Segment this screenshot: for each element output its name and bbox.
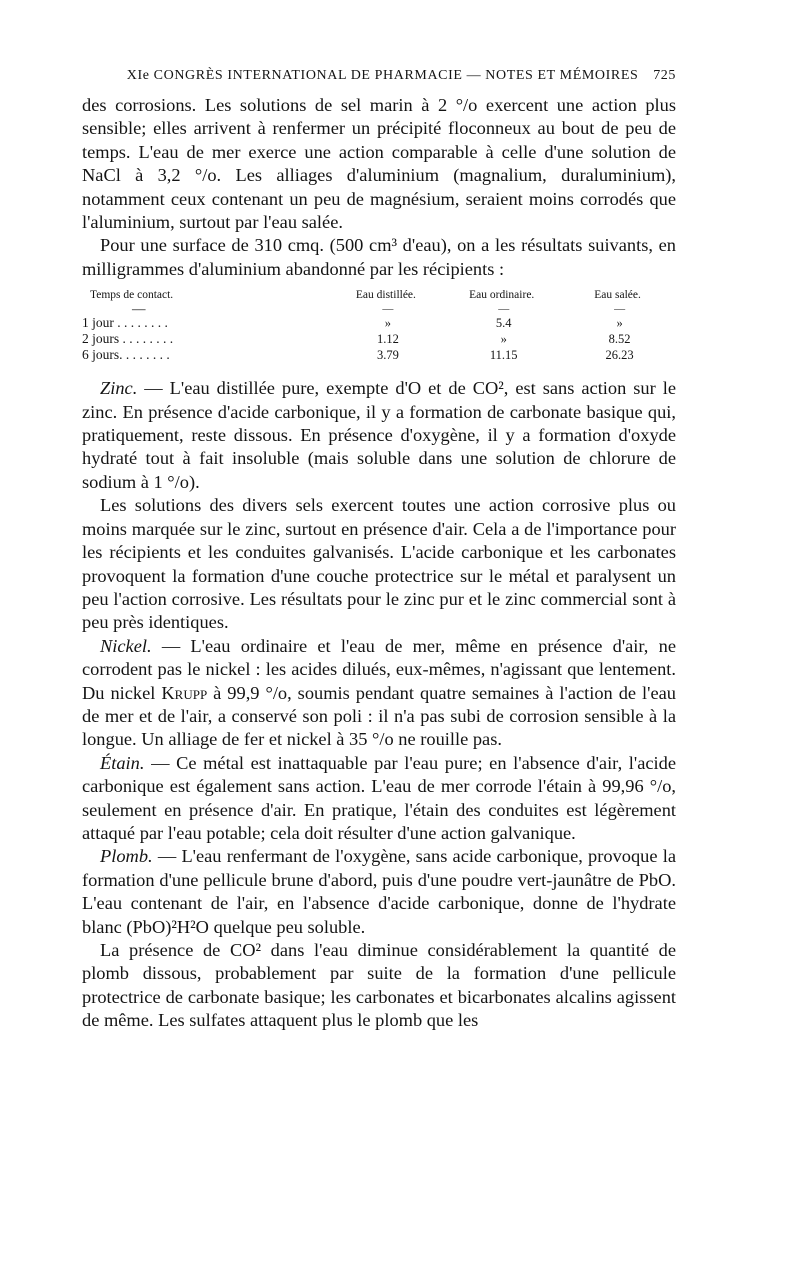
section-label-plomb: Plomb. xyxy=(100,846,153,867)
nickel-text-a: — L'eau ordinaire et l'eau de mer, même en présence d'air, ne corrodent pas le nickel : les acides dilués, eux-mêmes, n'agissant que lentement. Du nickel xyxy=(82,635,676,703)
column-header-ordinary-water: Eau ordinaire. xyxy=(469,289,535,302)
column-header-distilled-water: Eau distillée. xyxy=(355,289,416,302)
section-label-zinc: Zinc. xyxy=(100,378,138,399)
table-cell: » xyxy=(500,332,507,347)
nickel-text-b: à 99,9 °/o, soumis pendant quatre semaines à l'action de l'eau de mer et de l'air, a conservé son poli : il n'a pas subi de corrosion sensible à la longue. Un alliage de fer et nickel à 35 °/o ne rouille pas. xyxy=(82,682,676,750)
column-header-salt-water: Eau salée. xyxy=(594,289,641,302)
table-cell: 8.52 xyxy=(608,332,631,347)
table-cell: » xyxy=(384,316,392,331)
table-cell: 3.79 xyxy=(376,348,399,363)
paragraph-zinc xyxy=(82,377,676,494)
running-header xyxy=(82,68,676,84)
dash-mark: — xyxy=(132,301,146,317)
table-dash-row xyxy=(82,303,676,315)
paragraph-etain xyxy=(82,752,676,846)
column-header-contact-time: Temps de contact. xyxy=(90,289,174,302)
table-cell: 26.23 xyxy=(605,348,634,363)
table-cell: 2 jours . . . . . . . . xyxy=(82,331,174,347)
table-cell: 6 jours. . . . . . . . xyxy=(82,347,170,363)
table-cell: 1 jour . . . . . . . . xyxy=(82,315,168,331)
page-number: 725 xyxy=(653,68,676,83)
dash-mark: — xyxy=(382,303,394,316)
section-label-etain: Étain. xyxy=(100,752,145,773)
etain-text: — Ce métal est inattaquable par l'eau pure; en l'absence d'air, l'acide carbonique est également sans action. L'eau de mer corrode l'étain à 99,96 °/o, seulement en présence d'air. En pratique, l'étain des conduites est légèrement attaqué par l'eau potable; cela doit résulter d'une action galvanique. xyxy=(82,752,676,843)
results-table xyxy=(82,287,676,363)
page xyxy=(82,68,676,1033)
table-cell: 5.4 xyxy=(495,316,512,331)
zinc-text: — L'eau distillée pure, exempte d'O et de CO², est sans action sur le zinc. En présence d'acide carbonique, il y a formation de carbonate basique qui, pratiquement, reste dissous. En présence d'oxygène, il y a formation d'oxyde hydraté tout à fait insoluble (mais soluble dans une solution de chlorure de sodium à 1 °/o). xyxy=(82,378,676,492)
table-cell: 1.12 xyxy=(376,332,399,347)
paragraph-nickel xyxy=(82,635,676,752)
paragraph-zinc-salts: Les solutions des divers sels exercent toutes une action corrosive plus ou moins marquée sur le zinc, surtout en présence d'air. Cela a de l'importance pour les récipients et les conduites galvanisés. L'acide carbonique et les carbonates provoquent la formation d'une couche protectrice sur le métal et paralysent un peu l'action corrosive. Les résultats pour le zinc pur et le zinc commercial sont à peu près identiques. xyxy=(82,495,676,633)
paragraph-aluminium-corrosion: des corrosions. Les solutions de sel marin à 2 °/o exercent une action plus sensible; elles arrivent à renfermer un précipité floconneux au bout de peu de temps. L'eau de mer exerce une action comparable à celle d'une solution de NaCl à 3,2 °/o. Les alliages d'aluminium (magnalium, duraluminium), notamment ceux contenant un peu de magnésium, seraient moins corrodés que l'aluminium, surtout par l'eau salée. xyxy=(82,95,676,233)
krupp-name: Krupp xyxy=(161,682,208,703)
table-row xyxy=(82,315,676,331)
table-cell: 11.15 xyxy=(489,348,518,363)
table-row xyxy=(82,347,676,363)
paragraph-table-intro: Pour une surface de 310 cmq. (500 cm³ d'eau), on a les résultats suivants, en milligrammes d'aluminium abandonné par les récipients : xyxy=(82,235,676,279)
section-label-nickel: Nickel. xyxy=(100,635,152,656)
running-header-title: XIe CONGRÈS INTERNATIONAL DE PHARMACIE — NOTES ET MÉMOIRES xyxy=(126,68,639,83)
table-header-row xyxy=(82,287,676,303)
dash-mark: — xyxy=(614,303,626,316)
plomb-text: — L'eau renfermant de l'oxygène, sans acide carbonique, provoque la formation d'une pellicule brune d'abord, puis d'une poudre vert-jaunâtre de PbO. L'eau contenant de l'air, en l'absence d'acide carbonique, donne de l'hydrate blanc (PbO)²H²O quelque peu soluble. xyxy=(82,846,676,937)
table-row xyxy=(82,331,676,347)
paragraph-plomb-co2: La présence de CO² dans l'eau diminue considérablement la quantité de plomb dissous, probablement par suite de la formation d'une pellicule protectrice de carbonate basique; les carbonates et bicarbonates alcalins agissent de même. Les sulfates attaquent plus le plomb que les xyxy=(82,940,676,1031)
dash-mark: — xyxy=(498,303,510,316)
table-cell: » xyxy=(616,316,623,331)
body-text xyxy=(82,94,676,1033)
paragraph-plomb xyxy=(82,845,676,939)
